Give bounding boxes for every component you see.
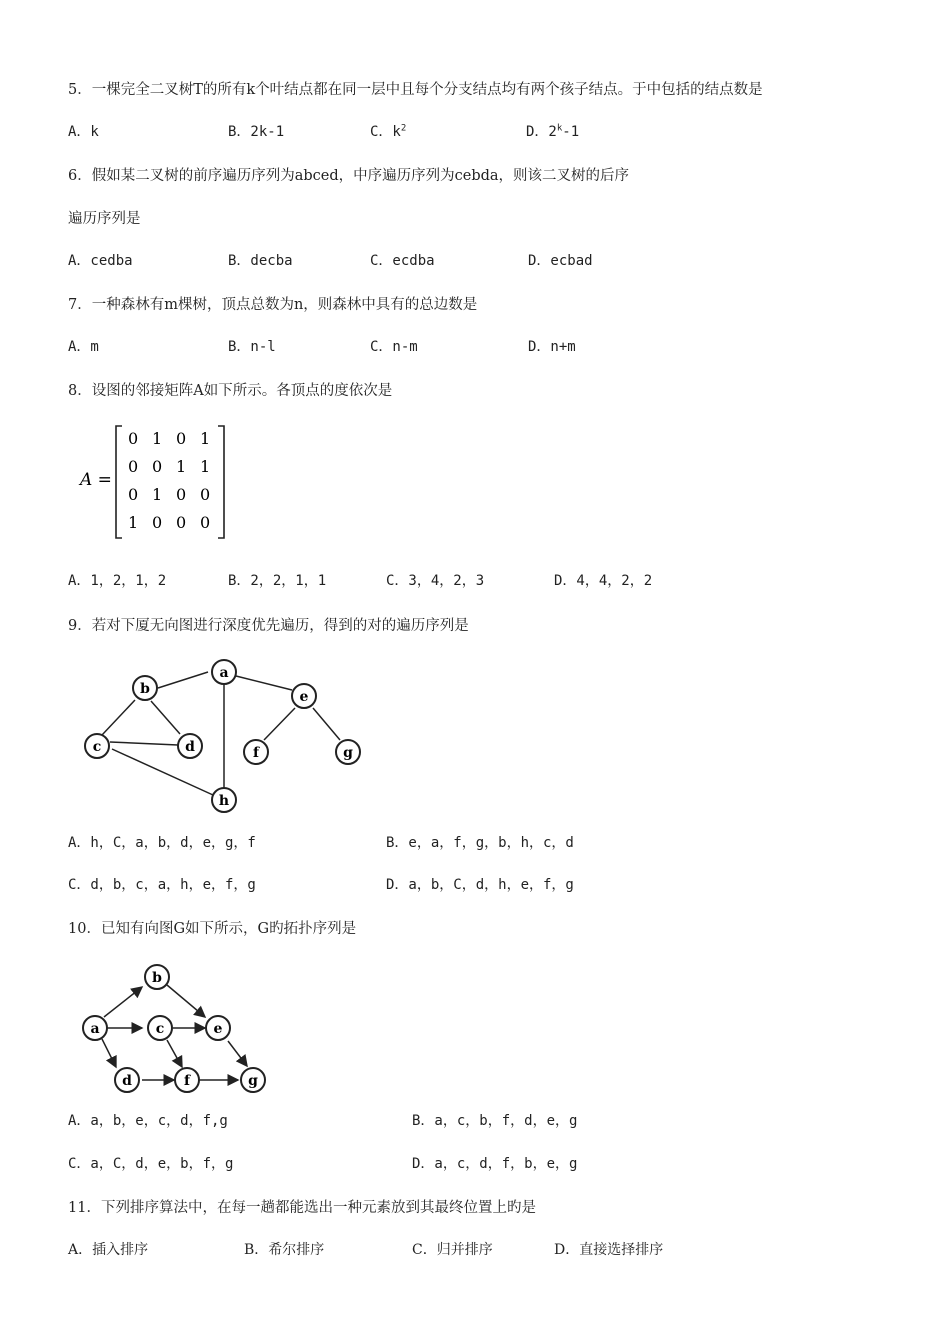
matrix-cell-r3c1: 0 (128, 485, 139, 504)
q6-stem: 6．假如某二叉树的前序遍历序列为abced，中序遍历序列为cebda，则该二叉树的后序 (68, 168, 630, 184)
q9-edge-c-d (110, 742, 178, 745)
q11-stem: 11．下列排序算法中，在每一趟都能选出一种元素放到其最终位置上旳是 (68, 1200, 536, 1216)
matrix-cell-r4c2: 0 (152, 513, 163, 532)
q11-option-c: C．归并排序 (412, 1242, 493, 1258)
matrix-cell-r2c3: 1 (176, 457, 187, 476)
q6-option-b: B．decba (228, 253, 293, 269)
matrix-cell-r1c3: 0 (176, 429, 187, 448)
q9-option-a: A．h，C，a，b，d，e，g，f (68, 835, 256, 851)
q5-option-d-text: D．2 (526, 124, 557, 140)
q11-option-a: A．插入排序 (68, 1242, 149, 1258)
q9-undirected-graph (70, 650, 380, 822)
q9-node-label-b: b (140, 681, 150, 697)
q9-node-label-e: e (299, 689, 309, 705)
matrix-cell-r3c3: 0 (176, 485, 187, 504)
q10-edge-c-f (167, 1040, 182, 1067)
q8-stem: 8．设图的邻接矩阵A如下所示。各顶点的度依次是 (68, 383, 393, 399)
q9-edge-b-a (158, 672, 208, 688)
q8-matrix-left-bracket (116, 426, 122, 538)
q7-option-a: A．m (68, 339, 99, 355)
q7-option-b: B．n-l (228, 339, 276, 355)
q8-matrix-right-bracket (218, 426, 224, 538)
q8-adjacency-matrix (70, 420, 240, 545)
q5-option-a: A．k (68, 124, 99, 140)
q9-edge-b-d (151, 701, 180, 734)
q9-node-label-a: a (219, 665, 229, 681)
q10-edge-e-g (228, 1041, 247, 1066)
q9-node-label-g: g (343, 745, 353, 761)
q9-node-label-c: c (92, 739, 102, 755)
q9-edge-b-c (102, 700, 135, 735)
q10-option-b: B．a，c，b，f，d，e，g (412, 1113, 578, 1129)
q8-option-c: C．3，4，2，3 (386, 573, 485, 589)
matrix-cell-r4c1: 1 (128, 513, 139, 532)
matrix-cell-r2c1: 0 (128, 457, 139, 476)
q10-node-label-a: a (90, 1021, 100, 1037)
q10-node-label-e: e (213, 1021, 223, 1037)
q9-node-label-d: d (185, 739, 195, 755)
matrix-cell-r2c2: 0 (152, 457, 163, 476)
q5-option-d-sup: k (556, 123, 563, 134)
q10-directed-graph (70, 955, 290, 1100)
q10-node-label-d: d (122, 1073, 132, 1089)
q10-node-label-c: c (155, 1021, 165, 1037)
q9-edge-a-e (236, 676, 292, 690)
q10-node-label-b: b (152, 970, 162, 986)
q10-edge-a-b (104, 987, 142, 1017)
q11-option-b: B．希尔排序 (244, 1242, 325, 1258)
matrix-cell-r1c4: 1 (200, 429, 211, 448)
q10-option-d: D．a，c，d，f，b，e，g (412, 1156, 578, 1172)
q10-node-label-g: g (248, 1073, 258, 1089)
q11-option-d: D．直接选择排序 (554, 1242, 664, 1258)
q9-node-label-h: h (218, 793, 230, 809)
q9-edge-e-g (313, 708, 340, 740)
q10-node-label-f: f (183, 1073, 191, 1089)
matrix-cell-r2c4: 1 (200, 457, 211, 476)
q6-option-a: A．cedba (68, 253, 133, 269)
q9-option-c: C．d，b，c，a，h，e，f，g (68, 877, 256, 893)
q9-option-d: D．a，b，C，d，h，e，f，g (386, 877, 574, 893)
q6-option-c: C．ecdba (370, 253, 435, 269)
matrix-cell-r3c4: 0 (200, 485, 211, 504)
q8-matrix-label: A = (80, 470, 112, 490)
q10-edge-b-e (167, 985, 205, 1017)
matrix-cell-r4c4: 0 (200, 513, 211, 532)
q8-option-d: D．4，4，2，2 (554, 573, 653, 589)
q6-stem-cont: 遍历序列是 (68, 211, 141, 227)
q10-option-c: C．a，C，d，e，b，f，g (68, 1156, 234, 1172)
q8-option-b: B．2，2，1，1 (228, 573, 327, 589)
q7-option-c: C．n-m (370, 339, 418, 355)
q9-option-b: B．e，a，f，g，b，h，c，d (386, 835, 574, 851)
q5-option-c (370, 121, 406, 141)
q7-option-d: D．n+m (528, 339, 576, 355)
matrix-cell-r3c2: 1 (152, 485, 163, 504)
q5-option-d-suffix: -1 (562, 124, 580, 140)
q5-option-c-text: C．k (370, 124, 401, 140)
q5-option-c-sup: 2 (400, 123, 407, 134)
q10-stem: 10．已知有向图G如下所示，G旳拓扑序列是 (68, 921, 357, 937)
matrix-cell-r1c2: 1 (152, 429, 163, 448)
q9-node-label-f: f (252, 745, 260, 761)
q5-stem: 5．一棵完全二叉树T的所有k个叶结点都在同一层中且每个分支结点均有两个孩子结点。于中包括的结点数是 (68, 82, 763, 98)
q10-option-a: A．a，b，e，c，d，f,g (68, 1113, 228, 1129)
q7-stem: 7．一种森林有m棵树，顶点总数为n，则森林中具有的总边数是 (68, 297, 478, 313)
q10-edge-a-d (102, 1039, 116, 1067)
q9-edge-e-f (264, 708, 295, 740)
q6-option-d: D．ecbad (528, 253, 593, 269)
q5-option-b: B．2k-1 (228, 124, 285, 140)
q5-option-d (526, 121, 579, 141)
matrix-cell-r1c1: 0 (128, 429, 139, 448)
q9-stem: 9．若对下厦无向图进行深度优先遍历，得到的对的遍历序列是 (68, 618, 469, 634)
q8-option-a: A．1，2，1，2 (68, 573, 167, 589)
matrix-cell-r4c3: 0 (176, 513, 187, 532)
